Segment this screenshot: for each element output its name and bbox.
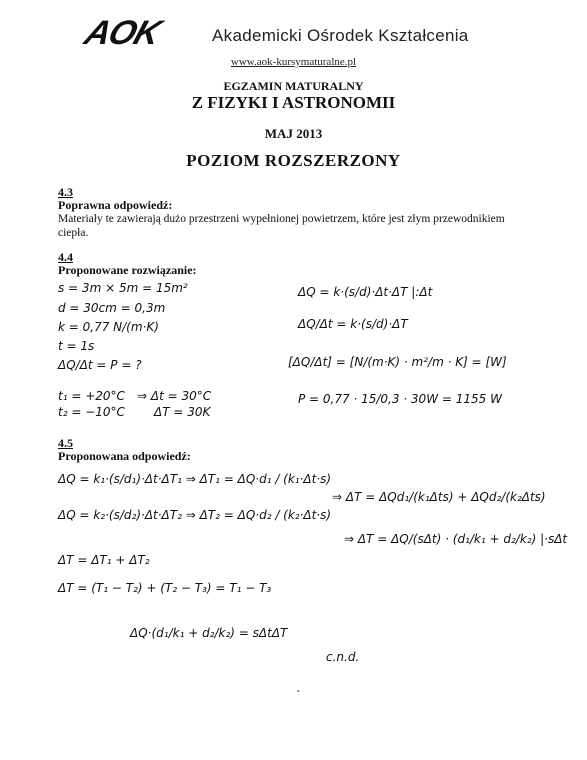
proof-final: ΔQ·(d₁/k₁ + d₂/k₂) = sΔtΔT	[130, 626, 288, 640]
aok-logo: AOK	[79, 14, 165, 52]
proof-layer-2: ΔQ = k₂·(s/d₂)·Δt·ΔT₂ ⇒ ΔT₂ = ΔQ·d₂ / (k₂·Δt·s)	[58, 508, 332, 522]
section-4-5-number: 4.5	[58, 436, 73, 450]
formula-heat: ΔQ = k·(s/d)·Δt·ΔT |:Δt	[298, 285, 433, 299]
organization-name: Akademicki Ośrodek Kształcenia	[212, 26, 469, 45]
section-4-3-label: Poprawna odpowiedź:	[58, 198, 173, 212]
section-4-3-number: 4.3	[58, 185, 73, 199]
given-conductivity: k = 0,77 N/(m·K)	[58, 320, 159, 334]
given-temp-2: t₂ = −10°C	[58, 405, 125, 419]
temp-difference-celsius: ⇒ Δt = 30°C	[137, 389, 212, 403]
proof-layer-1: ΔQ = k₁·(s/d₁)·Δt·ΔT₁ ⇒ ΔT₁ = ΔQ·d₁ / (k₁·Δt·s)	[58, 472, 332, 486]
website-link[interactable]: www.aok-kursymaturalne.pl	[230, 56, 357, 68]
section-4-5-label: Proponowana odpowiedź:	[58, 449, 191, 463]
given-time: t = 1s	[58, 339, 95, 353]
exam-level: POZIOM ROZSZERZONY	[186, 151, 401, 170]
scan-dot: ·	[296, 684, 301, 700]
unknown-power: ΔQ/Δt = P = ?	[58, 358, 142, 372]
given-temp-1: t₁ = +20°C	[58, 389, 125, 403]
formula-heat-rate: ΔQ/Δt = k·(s/d)·ΔT	[298, 317, 408, 331]
given-thickness: d = 30cm = 0,3m	[58, 301, 166, 315]
exam-date: MAJ 2013	[264, 126, 323, 141]
section-4-4-number: 4.4	[58, 250, 73, 264]
proof-qed: c.n.d.	[326, 650, 360, 664]
temp-difference-kelvin: ΔT = 30K	[154, 405, 211, 419]
given-area: s = 3m × 5m = 15m²	[58, 281, 188, 295]
exam-title: EGZAMIN MATURALNY	[223, 79, 364, 93]
section-4-3-answer: Materiały te zawierają dużo przestrzeni wypełnionej powietrzem, które jest złym przewodnikiem ciepła.	[58, 213, 505, 239]
proof-total-delta: ΔT = ΔT₁ + ΔT₂	[58, 553, 150, 567]
proof-temperatures: ΔT = (T₁ − T₂) + (T₂ − T₃) = T₁ − T₃	[58, 581, 272, 595]
power-result: P = 0,77 · 15/0,3 · 30W = 1155 W	[298, 392, 502, 406]
proof-factored: ⇒ ΔT = ΔQ/(sΔt) · (d₁/k₁ + d₂/k₂) |·sΔt	[344, 532, 568, 546]
exam-subject: Z FIZYKI I ASTRONOMII	[191, 93, 396, 112]
unit-check: [ΔQ/Δt] = [N/(m·K) · m²/m · K] = [W]	[288, 355, 507, 369]
proof-sum: ⇒ ΔT = ΔQd₁/(k₁Δts) + ΔQd₂/(k₂Δts)	[332, 490, 546, 504]
section-4-4-label: Proponowane rozwiązanie:	[58, 263, 197, 277]
